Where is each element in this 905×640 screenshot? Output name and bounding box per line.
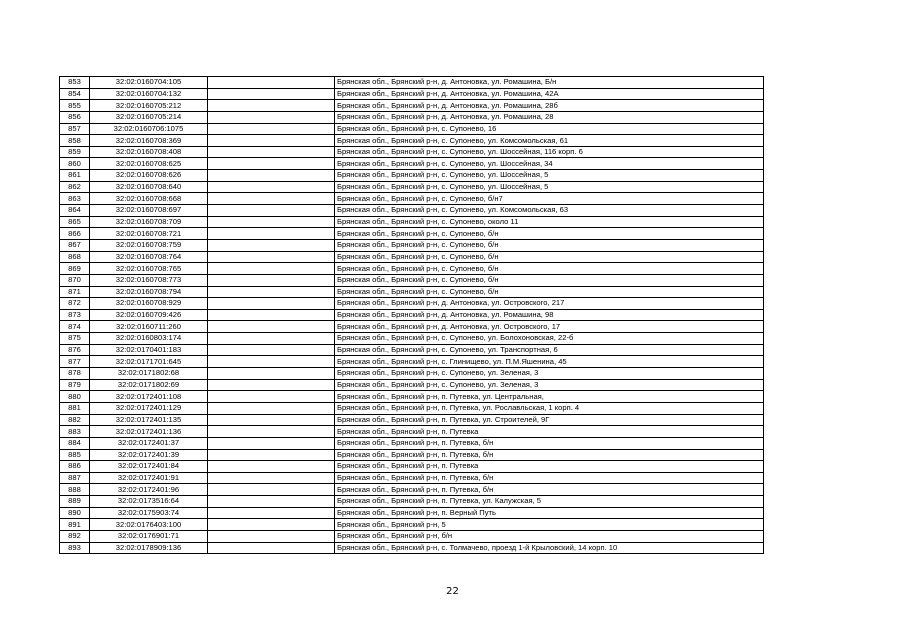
empty-cell [208,216,335,228]
table-row [60,461,764,473]
cadastral-number-cell: 32:02:0160708:759 [90,239,208,251]
table-row [60,484,764,496]
empty-cell [208,100,335,112]
cadastral-number-cell: 32:02:0160708:721 [90,228,208,240]
address-cell: Брянская обл., Брянский р-н, п. Верный Путь [335,507,764,519]
empty-cell [208,205,335,217]
row-number-cell: 885 [60,449,90,461]
row-number-cell: 866 [60,228,90,240]
table-row [60,402,764,414]
cadastral-number-cell: 32:02:0160708:709 [90,216,208,228]
cadastral-number-cell: 32:02:0171802:69 [90,379,208,391]
address-cell: Брянская обл., Брянский р-н, 5 [335,519,764,531]
table-row [60,170,764,182]
empty-cell [208,239,335,251]
address-cell: Брянская обл., Брянский р-н, д. Антоновка, ул. Островского, 217 [335,298,764,310]
row-number-cell: 886 [60,461,90,473]
address-cell: Брянская обл., Брянский р-н, п. Путевка, ул. Центральная, [335,391,764,403]
cadastral-number-cell: 32:02:0160705:212 [90,100,208,112]
row-number-cell: 873 [60,309,90,321]
empty-cell [208,77,335,89]
row-number-cell: 872 [60,298,90,310]
empty-cell [208,251,335,263]
empty-cell [208,356,335,368]
row-number-cell: 878 [60,368,90,380]
row-number-cell: 876 [60,344,90,356]
table-row [60,181,764,193]
cadastral-number-cell: 32:02:0172401:108 [90,391,208,403]
empty-cell [208,426,335,438]
row-number-cell: 893 [60,542,90,554]
table-row [60,542,764,554]
row-number-cell: 854 [60,88,90,100]
cadastral-number-cell: 32:02:0175903:74 [90,507,208,519]
table-row [60,496,764,508]
row-number-cell: 871 [60,286,90,298]
address-cell: Брянская обл., Брянский р-н, п. Путевка, б/н [335,437,764,449]
cadastral-number-cell: 32:02:0160708:640 [90,181,208,193]
table-row [60,472,764,484]
address-cell: Брянская обл., Брянский р-н, с. Супонево, б/н [335,286,764,298]
cadastral-number-cell: 32:02:0172401:39 [90,449,208,461]
cadastral-number-cell: 32:02:0160708:765 [90,263,208,275]
address-cell: Брянская обл., Брянский р-н, п. Путевка [335,426,764,438]
cadastral-number-cell: 32:02:0160708:773 [90,274,208,286]
row-number-cell: 882 [60,414,90,426]
empty-cell [208,135,335,147]
table-row [60,123,764,135]
row-number-cell: 864 [60,205,90,217]
address-cell: Брянская обл., Брянский р-н, с. Супонево, ул. Транспортная, 6 [335,344,764,356]
empty-cell [208,414,335,426]
table-row [60,100,764,112]
table-row [60,286,764,298]
empty-cell [208,496,335,508]
address-cell: Брянская обл., Брянский р-н, д. Антоновка, ул. Ромашина, 98 [335,309,764,321]
row-number-cell: 867 [60,239,90,251]
table-row [60,216,764,228]
table-row [60,414,764,426]
cadastral-number-cell: 32:02:0160708:697 [90,205,208,217]
row-number-cell: 865 [60,216,90,228]
cadastral-number-cell: 32:02:0160708:929 [90,298,208,310]
address-cell: Брянская обл., Брянский р-н, п. Путевка, ул. Рославльская, 1 корп. 4 [335,402,764,414]
cadastral-number-cell: 32:02:0160708:668 [90,193,208,205]
empty-cell [208,379,335,391]
table-row [60,205,764,217]
cadastral-number-cell: 32:02:0172401:84 [90,461,208,473]
address-cell: Брянская обл., Брянский р-н, д. Антоновка, ул. Ромашина, 42А [335,88,764,100]
address-cell: Брянская обл., Брянский р-н, с. Супонево, ул. Шоссейная, 116 корп. 6 [335,146,764,158]
empty-cell [208,274,335,286]
table-row [60,379,764,391]
cadastral-number-cell: 32:02:0171701:645 [90,356,208,368]
empty-cell [208,263,335,275]
row-number-cell: 891 [60,519,90,531]
row-number-cell: 858 [60,135,90,147]
table-row [60,274,764,286]
row-number-cell: 859 [60,146,90,158]
address-cell: Брянская обл., Брянский р-н, п. Путевка, б/н [335,484,764,496]
empty-cell [208,88,335,100]
address-cell: Брянская обл., Брянский р-н, с. Супонево, б/н [335,274,764,286]
cadastral-number-cell: 32:02:0176901:71 [90,530,208,542]
row-number-cell: 889 [60,496,90,508]
address-cell: Брянская обл., Брянский р-н, с. Супонево, б/н [335,239,764,251]
row-number-cell: 861 [60,170,90,182]
row-number-cell: 860 [60,158,90,170]
table-row [60,111,764,123]
empty-cell [208,368,335,380]
empty-cell [208,111,335,123]
table-row [60,519,764,531]
address-cell: Брянская обл., Брянский р-н, с. Супонево, ул. Шоссейная, 34 [335,158,764,170]
address-cell: Брянская обл., Брянский р-н, п. Путевка, б/н [335,472,764,484]
address-cell: Брянская обл., Брянский р-н, с. Супонево, ул. Болохоновская, 22-б [335,333,764,345]
address-cell: Брянская обл., Брянский р-н, с. Супонево, ул. Шоссейная, 5 [335,181,764,193]
empty-cell [208,321,335,333]
empty-cell [208,461,335,473]
cadastral-number-cell: 32:02:0172401:96 [90,484,208,496]
empty-cell [208,449,335,461]
address-cell: Брянская обл., Брянский р-н, п. Путевка [335,461,764,473]
table-row [60,77,764,89]
records-table-body [60,77,764,554]
empty-cell [208,519,335,531]
address-cell: Брянская обл., Брянский р-н, с. Супонево, ул. Шоссейная, 5 [335,170,764,182]
empty-cell [208,298,335,310]
empty-cell [208,530,335,542]
row-number-cell: 888 [60,484,90,496]
address-cell: Брянская обл., Брянский р-н, с. Супонево, б/н [335,251,764,263]
empty-cell [208,181,335,193]
address-cell: Брянская обл., Брянский р-н, д. Антоновка, ул. Ромашина, Б/н [335,77,764,89]
cadastral-number-cell: 32:02:0172401:37 [90,437,208,449]
cadastral-number-cell: 32:02:0160708:764 [90,251,208,263]
table-row [60,239,764,251]
cadastral-number-cell: 32:02:0160708:625 [90,158,208,170]
address-cell: Брянская обл., Брянский р-н, с. Супонево, б/н7 [335,193,764,205]
table-row [60,298,764,310]
cadastral-number-cell: 32:02:0160708:408 [90,146,208,158]
cadastral-number-cell: 32:02:0172401:135 [90,414,208,426]
table-row [60,263,764,275]
cadastral-number-cell: 32:02:0160711:260 [90,321,208,333]
cadastral-number-cell: 32:02:0160706:1075 [90,123,208,135]
row-number-cell: 874 [60,321,90,333]
address-cell: Брянская обл., Брянский р-н, д. Антоновка, ул. Ромашина, 28б [335,100,764,112]
cadastral-number-cell: 32:02:0171802:68 [90,368,208,380]
address-cell: Брянская обл., Брянский р-н, б/н [335,530,764,542]
row-number-cell: 870 [60,274,90,286]
row-number-cell: 890 [60,507,90,519]
address-cell: Брянская обл., Брянский р-н, с. Толмачево, проезд 1-й Крыловский, 14 корп. 10 [335,542,764,554]
table-row [60,88,764,100]
cadastral-number-cell: 32:02:0160708:626 [90,170,208,182]
empty-cell [208,402,335,414]
table-row [60,309,764,321]
address-cell: Брянская обл., Брянский р-н, п. Путевка, б/н [335,449,764,461]
table-row [60,333,764,345]
row-number-cell: 877 [60,356,90,368]
records-table [59,76,764,554]
cadastral-number-cell: 32:02:0172401:136 [90,426,208,438]
row-number-cell: 887 [60,472,90,484]
empty-cell [208,437,335,449]
cadastral-number-cell: 32:02:0160704:132 [90,88,208,100]
empty-cell [208,391,335,403]
empty-cell [208,507,335,519]
row-number-cell: 868 [60,251,90,263]
empty-cell [208,309,335,321]
cadastral-number-cell: 32:02:0160704:105 [90,77,208,89]
empty-cell [208,542,335,554]
cadastral-number-cell: 32:02:0160708:794 [90,286,208,298]
row-number-cell: 862 [60,181,90,193]
table-row [60,449,764,461]
row-number-cell: 881 [60,402,90,414]
empty-cell [208,344,335,356]
address-cell: Брянская обл., Брянский р-н, с. Супонево, ул. Зеленая, 3 [335,368,764,380]
table-row [60,437,764,449]
empty-cell [208,170,335,182]
table-row [60,530,764,542]
table-row [60,391,764,403]
row-number-cell: 883 [60,426,90,438]
empty-cell [208,158,335,170]
row-number-cell: 879 [60,379,90,391]
address-cell: Брянская обл., Брянский р-н, с. Супонево, около 11 [335,216,764,228]
cadastral-number-cell: 32:02:0160803:174 [90,333,208,345]
row-number-cell: 875 [60,333,90,345]
empty-cell [208,228,335,240]
address-cell: Брянская обл., Брянский р-н, с. Супонево, ул. Комсомольская, 63 [335,205,764,217]
cadastral-number-cell: 32:02:0178909:136 [90,542,208,554]
address-cell: Брянская обл., Брянский р-н, д. Антоновка, ул. Ромашина, 28 [335,111,764,123]
row-number-cell: 856 [60,111,90,123]
cadastral-number-cell: 32:02:0160708:369 [90,135,208,147]
cadastral-number-cell: 32:02:0172401:91 [90,472,208,484]
cadastral-number-cell: 32:02:0173516:64 [90,496,208,508]
page-number: 22 [446,586,459,597]
address-cell: Брянская обл., Брянский р-н, с. Супонево, ул. Комсомольская, 61 [335,135,764,147]
table-row [60,135,764,147]
address-cell: Брянская обл., Брянский р-н, п. Путевка, ул. Строителей, 9Г [335,414,764,426]
empty-cell [208,484,335,496]
cadastral-number-cell: 32:02:0160705:214 [90,111,208,123]
address-cell: Брянская обл., Брянский р-н, д. Антоновка, ул. Островского, 17 [335,321,764,333]
address-cell: Брянская обл., Брянский р-н, с. Супонево, ул. Зеленая, 3 [335,379,764,391]
table-row [60,251,764,263]
address-cell: Брянская обл., Брянский р-н, п. Путевка, ул. Калужская, 5 [335,496,764,508]
empty-cell [208,472,335,484]
empty-cell [208,286,335,298]
address-cell: Брянская обл., Брянский р-н, с. Супонево, 16 [335,123,764,135]
address-cell: Брянская обл., Брянский р-н, с. Супонево, б/н [335,228,764,240]
table-row [60,193,764,205]
empty-cell [208,123,335,135]
table-row [60,158,764,170]
cadastral-number-cell: 32:02:0170401:183 [90,344,208,356]
empty-cell [208,333,335,345]
address-cell: Брянская обл., Брянский р-н, с. Супонево, б/н [335,263,764,275]
table-row [60,228,764,240]
table-row [60,507,764,519]
table-row [60,356,764,368]
table-row [60,146,764,158]
row-number-cell: 884 [60,437,90,449]
row-number-cell: 880 [60,391,90,403]
row-number-cell: 855 [60,100,90,112]
row-number-cell: 869 [60,263,90,275]
empty-cell [208,193,335,205]
table-row [60,321,764,333]
empty-cell [208,146,335,158]
table-row [60,344,764,356]
table-row [60,426,764,438]
cadastral-number-cell: 32:02:0176403:100 [90,519,208,531]
row-number-cell: 857 [60,123,90,135]
cadastral-number-cell: 32:02:0172401:129 [90,402,208,414]
table-row [60,368,764,380]
row-number-cell: 892 [60,530,90,542]
row-number-cell: 863 [60,193,90,205]
row-number-cell: 853 [60,77,90,89]
cadastral-number-cell: 32:02:0160709:426 [90,309,208,321]
address-cell: Брянская обл., Брянский р-н, с. Глинищево, ул. П.М.Яшенина, 45 [335,356,764,368]
